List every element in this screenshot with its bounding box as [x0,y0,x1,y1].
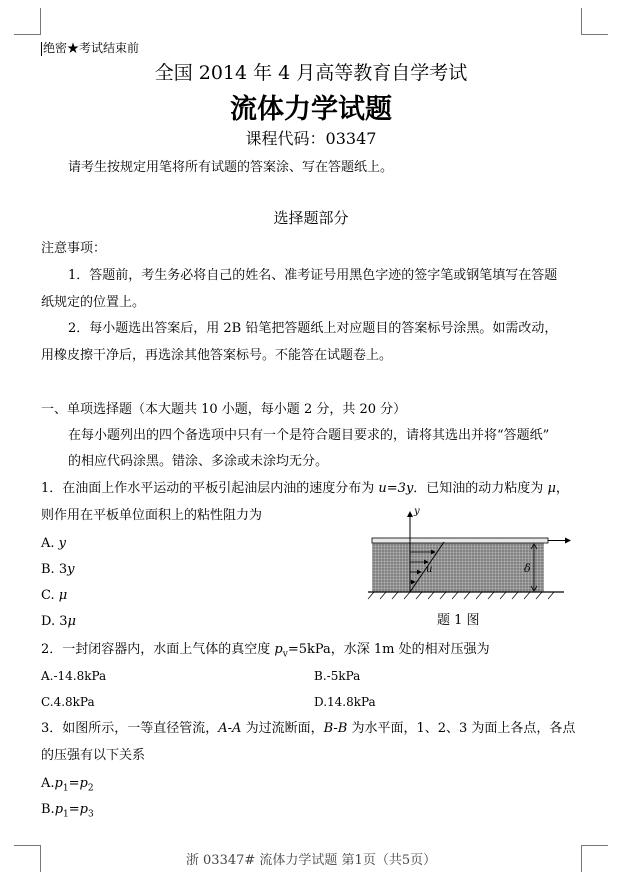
q3-option-b-p1: p [54,802,64,817]
q1-figure-caption: 题 1 图 [437,613,480,628]
q3-option-a-eq: = [68,776,80,791]
q3-option-b-s2: 3 [87,809,94,820]
q1-option-b-value: y [67,562,75,577]
page-footer: 浙 03347# 流体力学试题 第1页（共5页） [185,853,437,868]
q1-option-a-value: y [58,536,67,551]
q1-option-a-label: A. [41,536,59,551]
q1-text-mid: ．已知油的动力粘度为 [413,481,548,496]
q2-text [41,643,490,660]
q2-pv-symbol: p [274,642,283,657]
q1-option-d [41,615,76,630]
q3-option-b-s1: 1 [63,809,69,820]
q1-option-c [41,589,67,604]
q3-option-a-p2: p [79,776,88,791]
thickness-label: δ [524,562,531,575]
q1-option-c-label: C. [41,588,59,603]
section-title: 选择题部分 [273,209,349,227]
q1-option-d-value: μ [67,614,76,629]
secret-label: 绝密★考试结束前 [43,41,140,55]
course-code: 课程代码：03347 [245,129,377,148]
moving-plate [372,538,548,543]
q3-text-end: 为水平面，1、2、3 为面上各点，各点 [347,721,576,736]
q1-option-d-label: D. 3 [41,614,68,629]
exam-title: 全国 2014 年 4 月高等教育自学考试 [154,62,468,84]
q3-option-a-p1: p [54,776,63,791]
velocity-label: u [426,564,433,575]
q3-option-a-s1: 1 [62,783,69,794]
q2-text-post: =5kPa，水深 1m 处的相对压强为 [287,642,490,657]
q1-text-end: ， [555,481,569,496]
q3-text-line-2: 的压强有以下关系 [41,748,146,763]
y-axis-label: y [414,506,420,517]
ground-hatching [368,592,554,599]
part1-title: 一、单项选择题（本大题共 10 小题，每小题 2 分，共 20 分） [41,402,407,417]
q1-text-line-1 [41,482,569,497]
crop-mark-top-right [581,8,608,35]
q3-option-a [41,777,94,794]
note-1-line-2: 纸规定的位置上。 [41,295,146,310]
q1-mu-symbol: μ [547,481,556,496]
q1-figure [364,502,584,612]
q3-option-a-s2: 2 [87,783,94,794]
q3-text-mid: 为过流断面， [241,721,324,736]
q2-option-d: D.14.8kPa [314,695,376,709]
q3-option-b [41,803,94,820]
q3-option-b-eq: = [68,802,80,817]
crop-mark-top-left [14,8,41,35]
notes-title: 注意事项： [41,241,107,256]
oil-layer [372,542,544,592]
q2-text-pre: 2．一封闭容器内，水面上气体的真空度 [41,642,275,657]
part1-intro-line-2: 的相应代码涂黑。错涂、多涂或未涂均无分。 [68,454,329,469]
subject-title: 流体力学试题 [230,94,392,125]
q3-option-b-label: B. [41,802,55,817]
q2-pv-subscript: v [282,649,288,660]
q1-option-c-value: μ [58,588,68,603]
note-1-line-1: 1．答题前，考生务必将自己的姓名、准考证号用黑色字迹的签字笔或钢笔填写在答题 [68,268,558,283]
q1-text-pre: 1．在油面上作水平运动的平板引起油层内油的速度分布为 [41,481,379,496]
q3-option-a-label: A. [41,776,55,791]
q1-option-a [41,537,66,552]
answer-instruction: 请考生按规定用笔将所有试题的答案涂、写在答题纸上。 [68,160,394,175]
q3-plane-bb: B-B [323,721,348,736]
q3-option-b-p2: p [79,802,88,817]
note-2-line-2: 用橡皮擦干净后，再选涂其他答案标号。不能答在试题卷上。 [41,348,393,363]
part1-intro-line-1: 在每小题列出的四个备选项中只有一个是符合题目要求的，请将其选出并将“答题纸” [68,428,550,443]
q1-velocity-equation: u=3y [378,481,414,496]
q2-option-a: A.-14.8kPa [41,669,107,683]
q3-section-aa: A-A [218,721,242,736]
q1-text-line-2: 则作用在平板单位面积上的粘性阻力为 [41,508,263,523]
q3-text-pre: 3．如图所示，一等直径管流， [41,721,219,736]
q2-option-c: C.4.8kPa [41,695,95,709]
q2-option-b: B.-5kPa [314,669,361,683]
q1-option-b-label: B. 3 [41,562,68,577]
q3-text-line-1 [41,722,575,737]
q1-option-b [41,563,74,578]
note-2-line-1: 2．每小题选出答案后，用 2B 铅笔把答题纸上对应题目的答案标号涂黑。如需改动， [68,321,558,336]
